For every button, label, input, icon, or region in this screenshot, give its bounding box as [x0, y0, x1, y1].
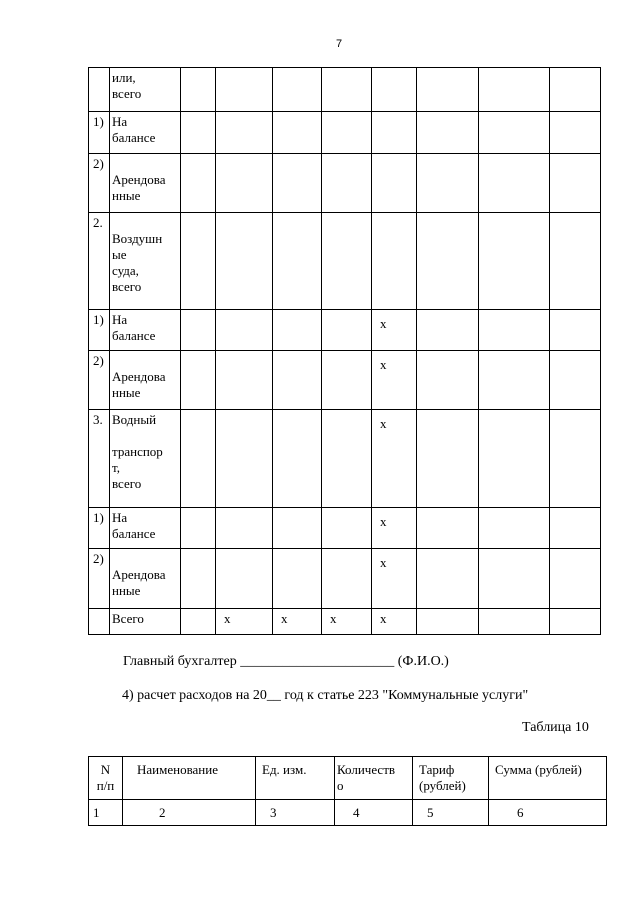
value-cell: 6: [489, 800, 607, 826]
row-name: Арендова нные: [110, 351, 181, 410]
table-cell: [322, 213, 372, 310]
table-caption: Таблица 10: [522, 720, 589, 735]
table-cell: [181, 213, 216, 310]
value-cell: 1: [89, 800, 123, 826]
utilities-table: [88, 756, 607, 826]
table-cell: [417, 112, 479, 154]
table-cell: [181, 508, 216, 549]
table-cell: [417, 154, 479, 213]
table-row: [89, 154, 601, 213]
table-cell: [479, 410, 550, 508]
table-cell: [479, 213, 550, 310]
table-cell: [479, 112, 550, 154]
table-cell: x: [322, 609, 372, 635]
table-cell: [322, 112, 372, 154]
table-cell: x: [372, 549, 417, 609]
table-cell: [216, 410, 273, 508]
value-cell: 3: [256, 800, 335, 826]
table-cell: [479, 549, 550, 609]
table-cell: [216, 68, 273, 112]
table-cell: [273, 213, 322, 310]
row-number: 2.: [89, 213, 110, 310]
header-name: Наименование: [123, 757, 256, 800]
table-cell: [322, 68, 372, 112]
table-cell: [550, 609, 601, 635]
table-cell: [273, 410, 322, 508]
table-cell: [372, 213, 417, 310]
table-cell: [322, 310, 372, 351]
table-cell: [181, 154, 216, 213]
table-cell: [372, 112, 417, 154]
table-cell: [273, 154, 322, 213]
table-row: [89, 351, 601, 410]
table-cell: [417, 609, 479, 635]
row-name: На балансе: [110, 508, 181, 549]
table-cell: [216, 112, 273, 154]
row-number: [89, 68, 110, 112]
table-cell: x: [372, 410, 417, 508]
table-cell: [322, 549, 372, 609]
table-cell: [550, 112, 601, 154]
table-cell: [550, 410, 601, 508]
header-quantity: Количеств о: [335, 757, 413, 800]
table-cell: [273, 68, 322, 112]
table-cell: x: [372, 609, 417, 635]
table-cell: [322, 154, 372, 213]
table-cell: [181, 351, 216, 410]
row-name: На балансе: [110, 112, 181, 154]
table-cell: [322, 410, 372, 508]
header-num: N п/п: [89, 757, 123, 800]
table-cell: [417, 68, 479, 112]
table-row: [89, 213, 601, 310]
table-cell: [216, 508, 273, 549]
table-row: [89, 68, 601, 112]
table-cell: [417, 310, 479, 351]
value-cell: 4: [335, 800, 413, 826]
table-cell: [550, 213, 601, 310]
table-cell: [417, 508, 479, 549]
table-cell: [372, 68, 417, 112]
row-name: Воздушн ые суда, всего: [110, 213, 181, 310]
header-sum: Сумма (рублей): [489, 757, 607, 800]
chief-accountant-line: Главный бухгалтер ______________________ (Ф.И.О.): [123, 654, 449, 669]
table-cell: [322, 351, 372, 410]
table-cell: [273, 310, 322, 351]
value-cell: 2: [123, 800, 256, 826]
value-cell: 5: [413, 800, 489, 826]
table-cell: [550, 310, 601, 351]
table-cell: [372, 154, 417, 213]
table-row: [89, 112, 601, 154]
table-cell: [479, 154, 550, 213]
table-row: [89, 310, 601, 351]
table-cell: [181, 609, 216, 635]
table-cell: [216, 154, 273, 213]
table-cell: x: [216, 609, 273, 635]
table-cell: [273, 508, 322, 549]
table-cell: [216, 351, 273, 410]
row-name: На балансе: [110, 310, 181, 351]
row-number: 1): [89, 508, 110, 549]
row-number: 2): [89, 351, 110, 410]
table-cell: [417, 213, 479, 310]
table-cell: x: [372, 351, 417, 410]
table-cell: x: [372, 508, 417, 549]
row-name: Всего: [110, 609, 181, 635]
table-cell: [479, 609, 550, 635]
table-cell: [181, 549, 216, 609]
table-cell: [479, 310, 550, 351]
row-number: [89, 609, 110, 635]
row-number: 1): [89, 112, 110, 154]
row-number: 2): [89, 154, 110, 213]
row-number: 1): [89, 310, 110, 351]
table-cell: x: [273, 609, 322, 635]
header-unit: Ед. изм.: [256, 757, 335, 800]
row-name: Арендова нные: [110, 549, 181, 609]
table-cell: [417, 410, 479, 508]
table-cell: x: [372, 310, 417, 351]
table-cell: [322, 508, 372, 549]
table-cell: [479, 68, 550, 112]
table-row: [89, 549, 601, 609]
section-heading: 4) расчет расходов на 20__ год к статье 223 "Коммунальные услуги": [122, 688, 529, 703]
table-cell: [550, 508, 601, 549]
row-name: Водный транспор т, всего: [110, 410, 181, 508]
table-cell: [216, 213, 273, 310]
table-cell: [479, 508, 550, 549]
table-cell: [479, 351, 550, 410]
table-cell: [181, 68, 216, 112]
row-name: Арендова нные: [110, 154, 181, 213]
table-cell: [417, 549, 479, 609]
table-cell: [550, 549, 601, 609]
table-cell: [550, 351, 601, 410]
table-cell: [273, 112, 322, 154]
table-row: [89, 410, 601, 508]
header-tariff: Тариф (рублей): [413, 757, 489, 800]
table-cell: [216, 549, 273, 609]
table-cell: [181, 410, 216, 508]
table-cell: [181, 112, 216, 154]
table-cell: [216, 310, 273, 351]
table-cell: [273, 549, 322, 609]
row-number: 2): [89, 549, 110, 609]
table-row: [89, 508, 601, 549]
table-cell: [181, 310, 216, 351]
table-cell: [550, 68, 601, 112]
page-number: 7: [336, 38, 343, 50]
row-number: 3.: [89, 410, 110, 508]
table-row: [89, 609, 601, 635]
row-name: или, всего: [110, 68, 181, 112]
table-cell: [273, 351, 322, 410]
assets-table: [88, 67, 601, 635]
table-cell: [417, 351, 479, 410]
table-cell: [550, 154, 601, 213]
